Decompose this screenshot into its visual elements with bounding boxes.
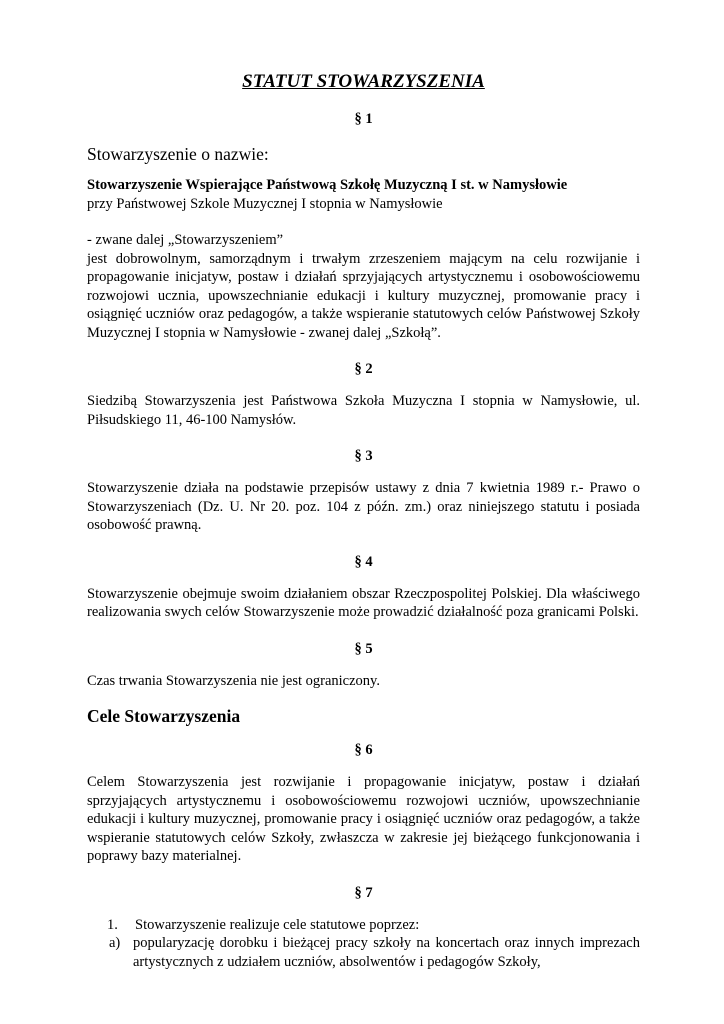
section-mark-4: § 4 [354, 553, 373, 570]
list-item-text: Stowarzyszenie realizuje cele statutowe poprzez: [135, 916, 420, 933]
list-subitem-mark: a) [109, 935, 121, 951]
section-7-list [87, 916, 640, 972]
list-subitem-text: popularyzację dorobku i bieżącej pracy szkoły na koncertach oraz innych imprezach artystycznych z udziałem uczniów, absolwentów i pedagogów Szkoły, [133, 935, 640, 970]
list-item-number: 1. [107, 916, 118, 933]
section-mark-3: § 3 [354, 448, 373, 464]
section-mark-5: § 5 [354, 640, 373, 657]
section-mark-7: § 7 [354, 884, 373, 901]
section-mark-1: § 1 [354, 111, 373, 127]
section-1-intro: Stowarzyszenie o nazwie: [87, 144, 269, 164]
section-1-called: - zwane dalej „Stowarzyszeniem” [87, 232, 284, 248]
list-subitem [87, 934, 640, 971]
section-mark-2: § 2 [354, 361, 373, 377]
section-2-body: Siedzibą Stowarzyszenia jest Państwowa Szkoła Muzyczna I stopnia w Namysłowie, ul. Piłsudskiego 11, 46-100 Namysłów. [87, 393, 640, 428]
association-name: Stowarzyszenie Wspierające Państwową Szkołę Muzyczną I st. w Namysłowie [87, 177, 568, 193]
goals-heading: Cele Stowarzyszenia [87, 706, 241, 726]
section-6-body: Celem Stowarzyszenia jest rozwijanie i propagowanie inicjatyw, postaw i działań sprzyjających artystycznemu i osobowościowemu rozwojowi uczniów, upowszechnianie edukacji i kultury muzycznej, promowanie pracy i osiągnięć uczniów oraz pedagogów, a także wspieranie statutowych celów Szkoły, zwłaszcza w zakresie jej bieżącego funkcjonowania i poprawy bazy materialnej. [87, 774, 640, 864]
section-4-body: Stowarzyszenie obejmuje swoim działaniem obszar Rzeczpospolitej Polskiej. Dla właściwego realizowania swych celów Stowarzyszenie może prowadzić działalność poza granicami Polski. [87, 585, 640, 620]
association-name-subtitle: przy Państwowej Szkole Muzycznej I stopnia w Namysłowie [87, 195, 443, 212]
section-3-body: Stowarzyszenie działa na podstawie przepisów ustawy z dnia 7 kwietnia 1989 r.- Prawo o Stowarzyszeniach (Dz. U. Nr 20. poz. 104 z późn. zm.) oraz niniejszego statutu i posiada osobowość prawną. [87, 480, 640, 533]
section-1-body: jest dobrowolnym, samorządnym i trwałym zrzeszeniem mającym na celu rozwijanie i propagowanie inicjatyw, postaw i działań sprzyjających artystycznemu i osobowościowemu rozwojowi ucznia, upowszechnianie edukacji i kultury muzycznej, promowanie pracy i osiągnięć uczniów oraz pedagogów, a także wspieranie statutowych celów Państwowej Szkoły Muzycznej I stopnia w Namysłowie - zwanej dalej „Szkołą”. [87, 250, 640, 341]
section-mark-6: § 6 [354, 742, 373, 758]
document-title: STATUT STOWARZYSZENIA [242, 71, 485, 92]
section-5-body: Czas trwania Stowarzyszenia nie jest ograniczony. [87, 672, 380, 689]
list-item [87, 916, 640, 935]
